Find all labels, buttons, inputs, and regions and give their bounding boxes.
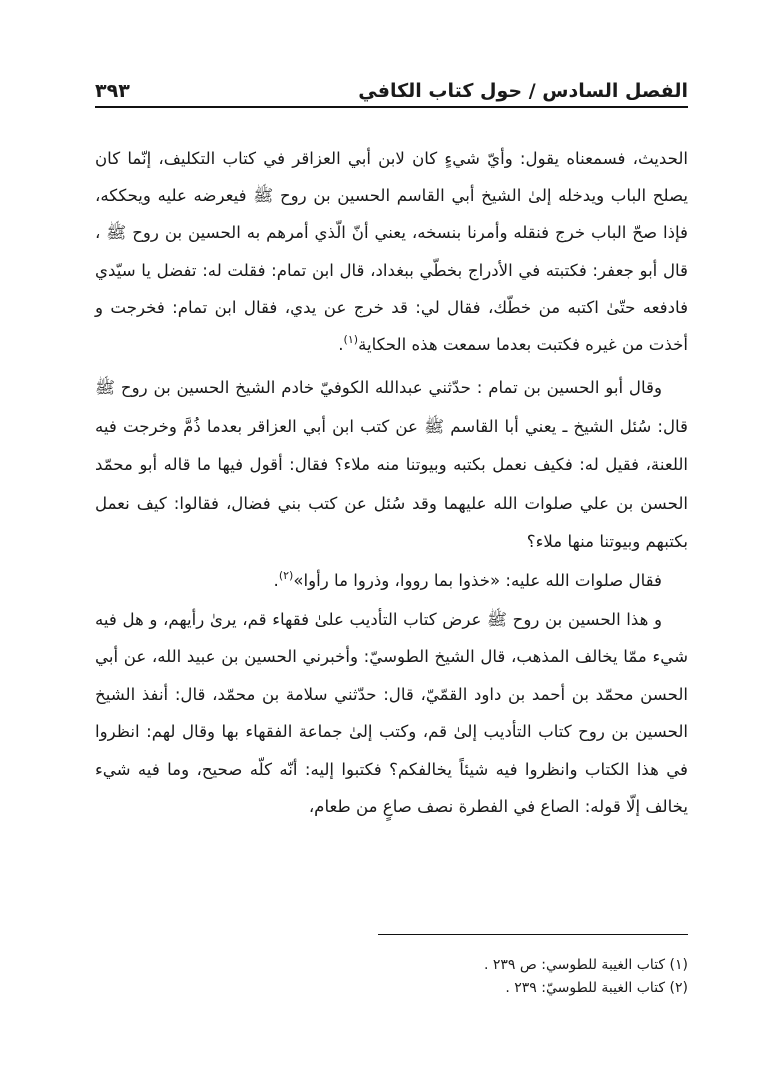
footnote-2: (٢) كتاب الغيبة للطوسيّ: ٢٣٩ .	[505, 980, 688, 996]
footnote-ref-2: (٢)	[278, 568, 294, 582]
body-text	[95, 140, 688, 826]
footnote-ref-1: (١)	[343, 333, 359, 347]
paragraph-3	[95, 562, 688, 600]
paragraph-1: الحديث، فسمعناه يقول: وأيّ شيءٍ كان لابن أبي العزاقر في كتاب التكليف، إنّما كان يصلح الباب ويدخله إلىٰ الشيخ أبي القاسم الحسين بن روح ﷺ فيعرضه عليه ويحككه، فإذا صحّ الباب خرج فنقله وأمرنا بنسخه، يعني أنّ الّذي أمرهم به الحسين بن روح ﷺ ، قال أبو جعفر: فكتبته في الأدراج بخطّي ببغداد، قال ابن تمام: فقلت له: تفضل يا سيّدي فادفعه حتّىٰ اكتبه من خطّك، فقال لي: قد خرج عن يدي، فقال ابن تمام: فخرجت و أخذت من غيره فكتبت بعدما سمعت هذه الحكاية$^{(١)}$.	[95, 149, 688, 355]
paragraph-1-text: الحديث، فسمعناه يقول: وأيّ شيءٍ كان لابن أبي العزاقر في كتاب التكليف، إنّما كان يصلح الباب ويدخله إلىٰ الشيخ أبي القاسم الحسين بن روح ﷺ فيعرضه عليه ويحككه، فإذا صحّ الباب خرج فنقله وأمرنا بنسخه، يعني أنّ الّذي أمرهم به الحسين بن روح ﷺ ، قال أبو جعفر: فكتبته في الأدراج بخطّي ببغداد، قال ابن تمام: فقلت له: تفضل يا سيّدي فادفعه حتّىٰ اكتبه من خطّك، فقال لي: قد خرج عن يدي، فقال ابن تمام: فخرجت و أخذت من غيره فكتبت بعدما سمعت هذه الحكاية	[95, 149, 688, 355]
footnote-1: (١) كتاب الغيبة للطوسي: ص ٢٣٩ .	[483, 957, 688, 973]
footnotes	[95, 954, 688, 1000]
header-divider	[95, 106, 688, 108]
page-header	[95, 66, 688, 104]
paragraph-3-text: فقال صلوات الله عليه: «خذوا بما رووا، وذروا ما رأوا»	[293, 570, 662, 590]
paragraph-4	[95, 601, 688, 826]
running-title: الفصل السادس / حول كتاب الكافي	[358, 80, 688, 102]
page-number: ٣٩٣	[95, 80, 130, 102]
paragraph-3-end: .	[273, 570, 279, 590]
footnote-divider	[378, 934, 688, 935]
paragraph-2-text: وقال أبو الحسين بن تمام : حدّثني عبدالله الكوفيّ خادم الشيخ الحسين بن روح ﷺ قال: سُئل الشيخ ـ يعني أبا القاسم ﷺ عن كتب ابن أبي العزاقر بعدما ذُمَّ وخرجت فيه اللعنة، فقيل له: فكيف نعمل بكتبه وبيوتنا منه ملاء؟ فقال: أقول فيها ما قاله أبو محمّد الحسن بن علي صلوات الله عليهما وقد سُئل عن كتب بني فضال، فقالوا: كيف نعمل بكتبهم وبيوتنا منها ملاء؟	[95, 378, 688, 552]
paragraph-2	[95, 369, 688, 562]
paragraph-4-text: و هذا الحسين بن روح ﷺ عرض كتاب التأديب علىٰ فقهاء قم، يرىٰ رأيهم، و هل فيه شيء ممّا يخالف المذهب، قال الشيخ الطوسيّ: وأخبرني الحسين بن عبيد الله، عن أبي الحسن محمّد بن أحمد بن داود القمّيّ، قال: حدّثني سلامة بن محمّد، قال: أنفذ الشيخ الحسين بن روح كتاب التأديب إلىٰ قم، وكتب إلىٰ جماعة الفقهاء بها وقال لهم: انظروا في هذا الكتاب وانظروا فيه شيئاً يخالفكم؟ فكتبوا إليه: أنّه كلّه صحيح، وما فيه شيء يخالف إلّا قوله: الصاع في الفطرة نصف صاعٍ من طعام،	[95, 609, 688, 817]
